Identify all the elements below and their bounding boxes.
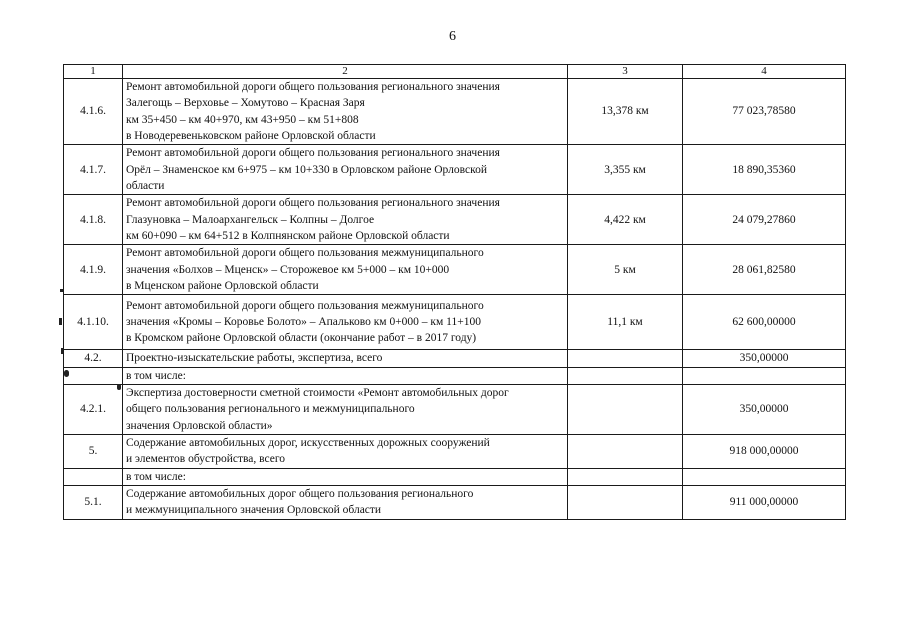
- description-line: Ремонт автомобильной дороги общего пользования регионального значения: [126, 197, 500, 210]
- table-row: [64, 434, 846, 468]
- description-line: в Кромском районе Орловской области (окончание работ – в 2017 году): [126, 332, 477, 345]
- description-line: Ремонт автомобильной дороги общего пользования межмуниципального: [126, 299, 484, 312]
- row-description: [123, 350, 568, 367]
- row-description: [123, 79, 568, 145]
- row-amount: 350,00000: [683, 384, 846, 434]
- description-line: Ремонт автомобильной дороги общего пользования межмуниципального: [126, 247, 484, 260]
- description-line: Проектно-изыскательские работы, экспертиза, всего: [126, 352, 383, 365]
- row-amount: 911 000,00000: [683, 485, 846, 519]
- description-line: Ремонт автомобильной дороги общего пользования регионального значения: [126, 81, 500, 93]
- row-length: 5 км: [568, 245, 683, 295]
- scan-artifact: [59, 318, 62, 325]
- header-col-description: 2: [123, 65, 568, 79]
- row-description: [123, 434, 568, 468]
- row-amount: [683, 367, 846, 384]
- row-length: [568, 367, 683, 384]
- table-row: [64, 350, 846, 367]
- header-col-number: 1: [64, 65, 123, 79]
- row-description: [123, 367, 568, 384]
- page-number: 6: [449, 29, 456, 44]
- description-line: области: [126, 179, 165, 192]
- description-line: в Новодеревеньковском районе Орловской области: [126, 129, 376, 142]
- description-line: в том числе:: [126, 470, 186, 483]
- row-length: 3,355 км: [568, 145, 683, 195]
- description-line: Залегощь – Верховье – Хомутово – Красная Заря: [126, 97, 365, 110]
- scan-artifact: [117, 384, 121, 390]
- header-col-length: 3: [568, 65, 683, 79]
- table-row: [64, 295, 846, 350]
- row-number: [64, 367, 123, 384]
- description-line: значения «Кромы – Коровье Болото» – Апальково км 0+000 – км 11+100: [126, 316, 481, 329]
- table-row: [64, 367, 846, 384]
- description-line: значения «Болхов – Мценск» – Сторожевое км 5+000 – км 10+000: [126, 263, 450, 276]
- row-amount: 350,00000: [683, 350, 846, 367]
- row-number: 4.2.: [64, 350, 123, 367]
- description-line: общего пользования регионального и межмуниципального: [126, 403, 415, 416]
- row-length: [568, 485, 683, 519]
- scan-artifact: [60, 289, 63, 292]
- description-line: км 35+450 – км 40+970, км 43+950 – км 51+808: [126, 113, 359, 126]
- table-row: [64, 384, 846, 434]
- row-amount: 918 000,00000: [683, 434, 846, 468]
- row-amount: 77 023,78580: [683, 79, 846, 145]
- row-number: 5.1.: [64, 485, 123, 519]
- table-row: [64, 145, 846, 195]
- description-line: Орёл – Знаменское км 6+975 – км 10+330 в Орловском районе Орловской: [126, 163, 488, 176]
- description-line: и межмуниципального значения Орловской области: [126, 504, 382, 517]
- row-amount: [683, 468, 846, 485]
- table-row: [64, 245, 846, 295]
- row-description: [123, 295, 568, 350]
- description-line: в том числе:: [126, 369, 186, 382]
- row-number: 4.1.9.: [64, 245, 123, 295]
- description-line: Содержание автомобильных дорог, искусственных дорожных сооружений: [126, 436, 490, 449]
- row-description: [123, 145, 568, 195]
- description-line: и элементов обустройства, всего: [126, 453, 286, 466]
- row-length: 11,1 км: [568, 295, 683, 350]
- table-body: [64, 79, 846, 520]
- row-amount: 28 061,82580: [683, 245, 846, 295]
- row-description: [123, 195, 568, 245]
- description-line: Содержание автомобильных дорог общего пользования регионального: [126, 487, 474, 500]
- description-line: в Мценском районе Орловской области: [126, 279, 319, 292]
- row-length: 4,422 км: [568, 195, 683, 245]
- row-description: [123, 384, 568, 434]
- row-length: [568, 384, 683, 434]
- row-description: [123, 245, 568, 295]
- row-number: 4.1.6.: [64, 79, 123, 145]
- description-line: Глазуновка – Малоархангельск – Колпны – Долгое: [126, 213, 375, 226]
- table-row: [64, 79, 846, 145]
- description-line: Ремонт автомобильной дороги общего пользования регионального значения: [126, 147, 500, 160]
- row-number: 4.1.8.: [64, 195, 123, 245]
- table-row: [64, 195, 846, 245]
- row-length: [568, 468, 683, 485]
- row-length: [568, 350, 683, 367]
- row-description: [123, 468, 568, 485]
- row-number: 5.: [64, 434, 123, 468]
- description-line: значения Орловской области»: [126, 419, 273, 432]
- header-row: [64, 65, 846, 79]
- scan-artifact: [61, 348, 63, 354]
- row-number: 4.1.7.: [64, 145, 123, 195]
- description-line: Экспертиза достоверности сметной стоимости «Ремонт автомобильных дорог: [126, 386, 509, 399]
- row-amount: 24 079,27860: [683, 195, 846, 245]
- description-line: км 60+090 – км 64+512 в Колпнянском районе Орловской области: [126, 229, 450, 242]
- row-length: [568, 434, 683, 468]
- row-number: 4.1.10.: [64, 295, 123, 350]
- row-amount: 62 600,00000: [683, 295, 846, 350]
- row-number: [64, 468, 123, 485]
- row-description: [123, 485, 568, 519]
- row-number: 4.2.1.: [64, 384, 123, 434]
- row-length: 13,378 км: [568, 79, 683, 145]
- header-col-amount: 4: [683, 65, 846, 79]
- table-row: [64, 485, 846, 519]
- budget-table: [63, 64, 846, 520]
- table-row: [64, 468, 846, 485]
- row-amount: 18 890,35360: [683, 145, 846, 195]
- scan-artifact: [64, 370, 69, 377]
